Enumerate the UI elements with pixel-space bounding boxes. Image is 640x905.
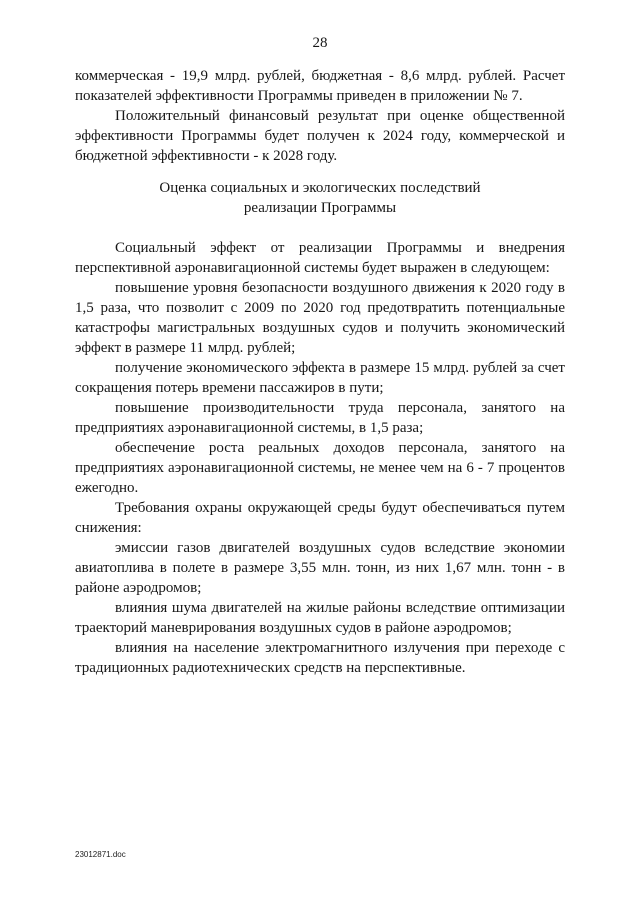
list-item-radiation: влияния на население электромагнитного излучения при переходе с традиционных радиотехнических средств на перспективные.: [75, 640, 565, 676]
file-name-footer: 23012871.doc: [75, 850, 126, 859]
list-item-safety: повышение уровня безопасности воздушного движения к 2020 году в 1,5 раза, что позволит с 2009 по 2020 год предотвратить потенциальные катастрофы магистральных воздушных судов и получить экономический эффект в размере 11 млрд. рублей;: [75, 280, 565, 356]
section-heading-line-1: Оценка социальных и экологических последствий: [159, 180, 481, 196]
paragraph-environment-intro: Требования охраны окружающей среды будут обеспечиваться путем снижения:: [75, 500, 565, 536]
page-number: 28: [312, 35, 328, 51]
paragraph-financial-result: Положительный финансовый результат при оценке общественной эффективности Программы будет получен к 2024 году, коммерческой и бюджетной эффективности - к 2028 году.: [75, 108, 565, 164]
list-item-emissions: эмиссии газов двигателей воздушных судов вследствие экономии авиатоплива в полете в размере 3,55 млн. тонн, из них 1,67 млн. тонн - в районе аэродромов;: [75, 540, 565, 596]
list-item-noise: влияния шума двигателей на жилые районы вследствие оптимизации траекторий маневрирования воздушных судов в районе аэродромов;: [75, 600, 565, 636]
section-heading: [75, 178, 565, 218]
list-item-productivity: повышение производительности труда персонала, занятого на предприятиях аэронавигационной системы, в 1,5 раза;: [75, 400, 565, 436]
section-heading-line-2: реализации Программы: [243, 200, 397, 216]
paragraph-efficiency-values: коммерческая - 19,9 млрд. рублей, бюджетная - 8,6 млрд. рублей. Расчет показателей эффективности Программы приведен в приложении № 7.: [75, 68, 565, 104]
paragraph-social-effect-intro: Социальный эффект от реализации Программы и внедрения перспективной аэронавигационной системы будет выражен в следующем:: [75, 240, 565, 276]
list-item-economic-effect: получение экономического эффекта в размере 15 млрд. рублей за счет сокращения потерь времени пассажиров в пути;: [75, 360, 565, 396]
document-body: [75, 66, 565, 678]
list-item-income-growth: обеспечение роста реальных доходов персонала, занятого на предприятиях аэронавигационной системы, не менее чем на 6 - 7 процентов ежегодно.: [75, 440, 565, 496]
